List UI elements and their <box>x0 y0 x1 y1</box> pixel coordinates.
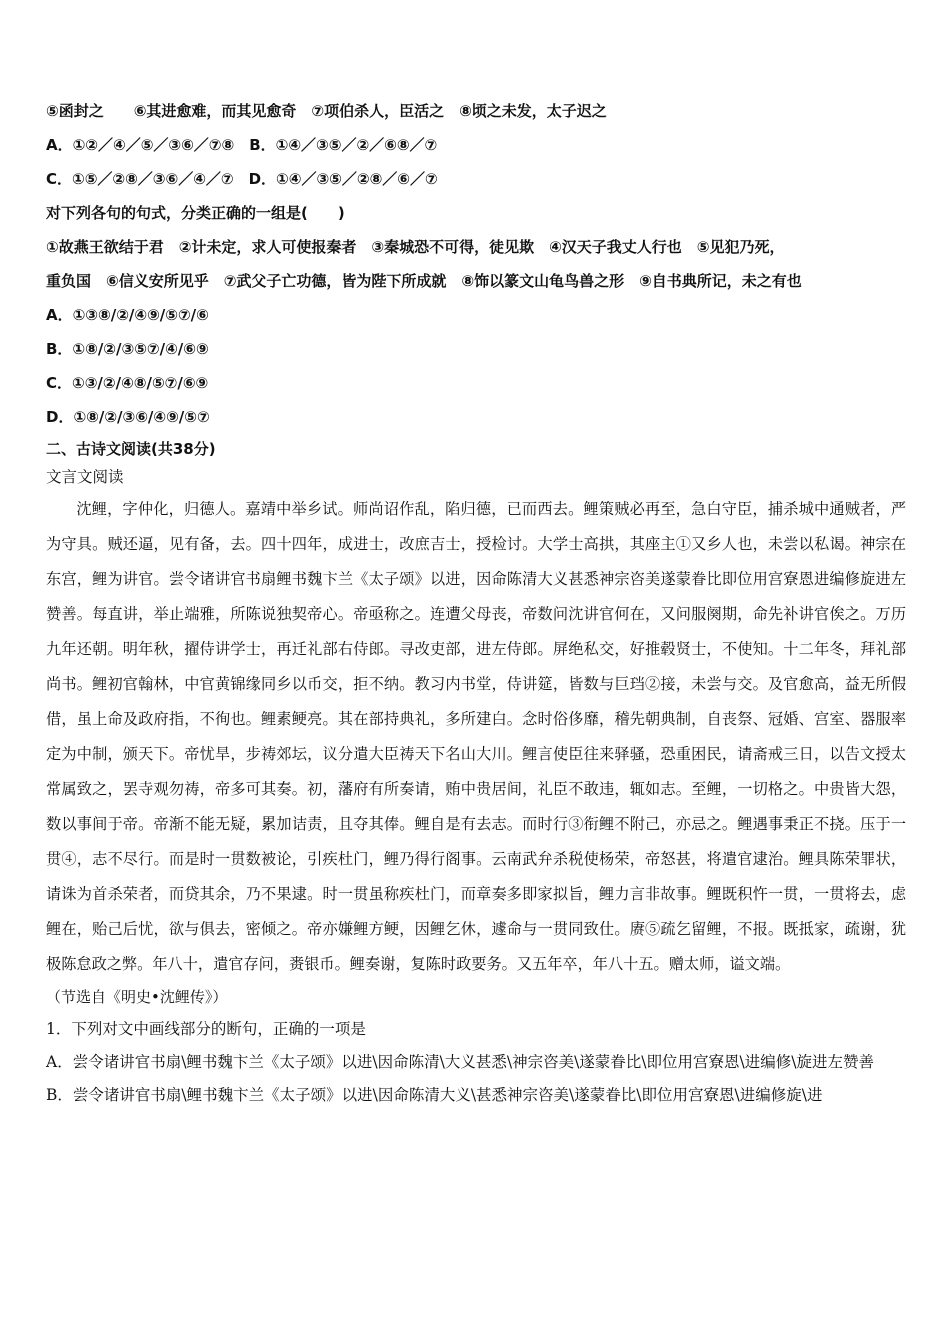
choice-b: B．①⑧/②/③⑤⑦/④/⑥⑨ <box>46 340 209 358</box>
subsection-heading: 文言文阅读 <box>46 468 124 486</box>
question-1: 1．下列对文中画线部分的断句，正确的一项是 <box>46 1020 366 1038</box>
question-1-option-a: A．尝令诸讲官书扇\鲤书魏卞兰《太子颂》以进\因命陈清\大义甚悉\神宗咨美\遂蒙眷比\即位用宫寮恩\进编修\旋进左赞善 <box>46 1053 874 1071</box>
document-page <box>46 94 906 1112</box>
question-1-option-b: B．尝令诸讲官书扇\鲤书魏卞兰《太子颂》以进\因命陈清大义\甚悉神宗咨美\遂蒙眷比\即位用宫寮恩\进编修旋\进 <box>46 1086 823 1104</box>
choice-a: A．①③⑧/②/④⑨/⑤⑦/⑥ <box>46 306 209 324</box>
choice-d: D．①⑧/②/③⑥/④⑨/⑤⑦ <box>46 408 210 426</box>
sentence-items-line-1: ①故燕王欲结于君 ②计未定，求人可使报秦者 ③秦城恐不可得，徒见欺 ④汉天子我丈人行也 ⑤见犯乃死， <box>46 238 785 256</box>
source-citation: （节选自《明史•沈鲤传》） <box>46 988 228 1006</box>
classical-passage: 沈鲤，字仲化，归德人。嘉靖中举乡试。师尚诏作乱，陷归德，已而西去。鲤策贼必再至，急白守臣，捕杀城中通贼者，严为守具。贼还逼，见有备，去。四十四年，成进士，改庶吉士，授检讨。大学士高拱，其座主①又乡人也，未尝以私谒。神宗在东宫，鲤为讲官。尝令诸讲官书扇鲤书魏卞兰《太子颂》以进，因命陈清大义甚悉神宗咨美遂蒙眷比即位用宫寮恩进编修旋进左赞善。每直讲，举止端雅，所陈说独契帝心。帝亟称之。连遭父母丧，帝数问沈讲官何在，又问服阕期，命先补讲官俟之。万历九年还朝。明年秋，擢侍讲学士，再迁礼部右侍郎。寻改吏部，进左侍郎。屏绝私交，好推毂贤士，不使知。十二年冬，拜礼部尚书。鲤初官翰林，中官黄锦缘同乡以币交，拒不纳。教习内书堂，侍讲筵，皆数与巨珰②接，未尝与交。及官愈高，益无所假借，虽上命及政府指，不徇也。鲤素鲠亮。其在部持典礼，多所建白。念时俗侈靡，稽先朝典制，自丧祭、冠婚、宫室、器服率定为中制，颁天下。帝忧旱，步祷郊坛，议分遣大臣祷天下名山大川。鲤言使臣往来驿骚，恐重困民，请斋戒三日，以告文授太常属致之，罢寺观勿祷，帝多可其奏。初，藩府有所奏请，贿中贵居间，礼臣不敢违，辄如志。至鲤，一切格之。中贵皆大怨，数以事间于帝。帝渐不能无疑，累加诘责，且夺其俸。鲤自是有去志。而时行③衔鲤不附己，亦忌之。鲤遇事秉正不挠。压于一贯④，志不尽行。而是时一贯数被论，引疾杜门，鲤乃得行阁事。云南武弁杀税使杨荣，帝怒甚，将遣官逮治。鲤具陈荣罪状，请诛为首杀荣者，而贷其余，乃不果逮。时一贯虽称疾杜门，而章奏多即家拟旨，鲤力言非故事。鲤既积忤一贯，一贯将去，虑鲤在，贻己后忧，欲与俱去，密倾之。帝亦嫌鲤方鲠，因鲤乞休，遽命与一贯同致仕。赓⑤疏乞留鲤，不报。既抵家，疏谢，犹极陈怠政之弊。年八十，遣官存问，赉银币。鲤奏谢，复陈时政要务。又五年卒，年八十五。赠太师，谥文端。 <box>46 500 906 973</box>
choice-c: C．①③/②/④⑧/⑤⑦/⑥⑨ <box>46 374 209 392</box>
option-items-line: ⑤函封之 ⑥其进愈难，而其见愈奇 ⑦项伯杀人，臣活之 ⑧顷之未发，太子迟之 <box>46 102 607 120</box>
answer-choices-cd: C．①⑤／②⑧／③⑥／④／⑦ D．①④／③⑤／②⑧／⑥／⑦ <box>46 170 438 188</box>
sentence-items-line-2: 重负国 ⑥信义安所见乎 ⑦武父子亡功德，皆为陛下所成就 ⑧饰以篆文山龟鸟兽之形 ⑨自书典所记，未之有也 <box>46 272 802 290</box>
question-stem: 对下列各句的句式，分类正确的一组是( ) <box>46 204 345 222</box>
section-heading: 二、古诗文阅读(共38分) <box>46 440 216 458</box>
answer-choices-ab: A．①②／④／⑤／③⑥／⑦⑧ B．①④／③⑤／②／⑥⑧／⑦ <box>46 136 438 154</box>
